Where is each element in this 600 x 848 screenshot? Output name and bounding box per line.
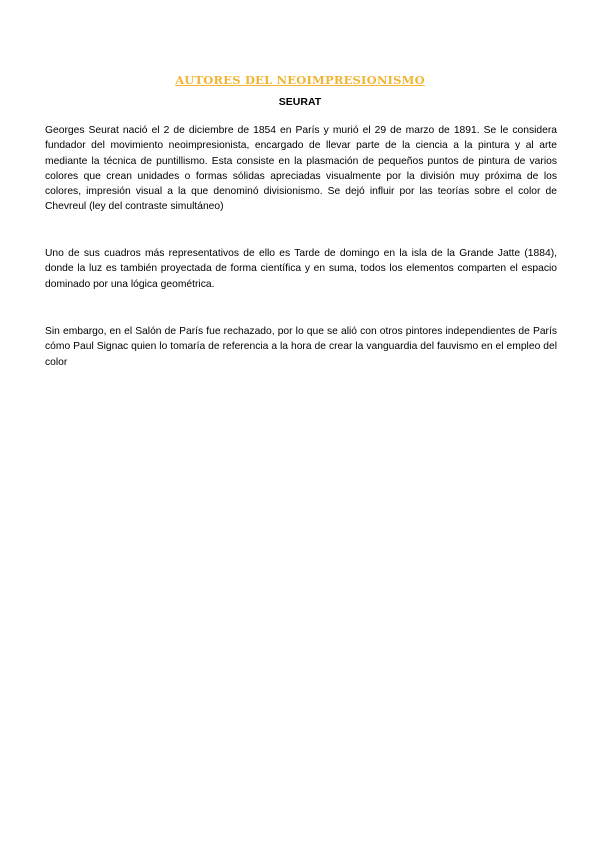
paragraph-grande-jatte: Uno de sus cuadros más representativos de ello es Tarde de domingo en la isla de la Grande Jatte (1884), donde la luz es también proyectada de forma científica y en suma, todos los elementos comparten el espacio dominado por una lógica geométrica.	[45, 248, 557, 290]
document-title: AUTORES DEL NEOIMPRESIONISMO	[175, 73, 425, 87]
document-subtitle: SEURAT	[278, 96, 322, 108]
paragraph-salon-paris: Sin embargo, en el Salón de París fue rechazado, por lo que se alió con otros pintores independientes de París cómo Paul Signac quien lo tomaría de referencia a la hora de crear la vanguardia del fauvismo en el empleo del color	[45, 326, 557, 368]
paragraph-biography: Georges Seurat nació el 2 de diciembre de 1854 en París y murió el 29 de marzo de 1891. Se le considera fundador del movimiento neoimpresionista, encargado de llevar parte de la ciencia a la pintura y al arte mediante la técnica de puntillismo. Esta consiste en la plasmación de pequeños puntos de pintura de varios colores que crean unidades o formas sólidas apreciadas visualmente por la división muy próxima de los colores, impresión visual a la que denominó divisionismo. Se dejó influir por las teorías sobre el color de Chevreul (ley del contraste simultáneo)	[45, 125, 557, 213]
